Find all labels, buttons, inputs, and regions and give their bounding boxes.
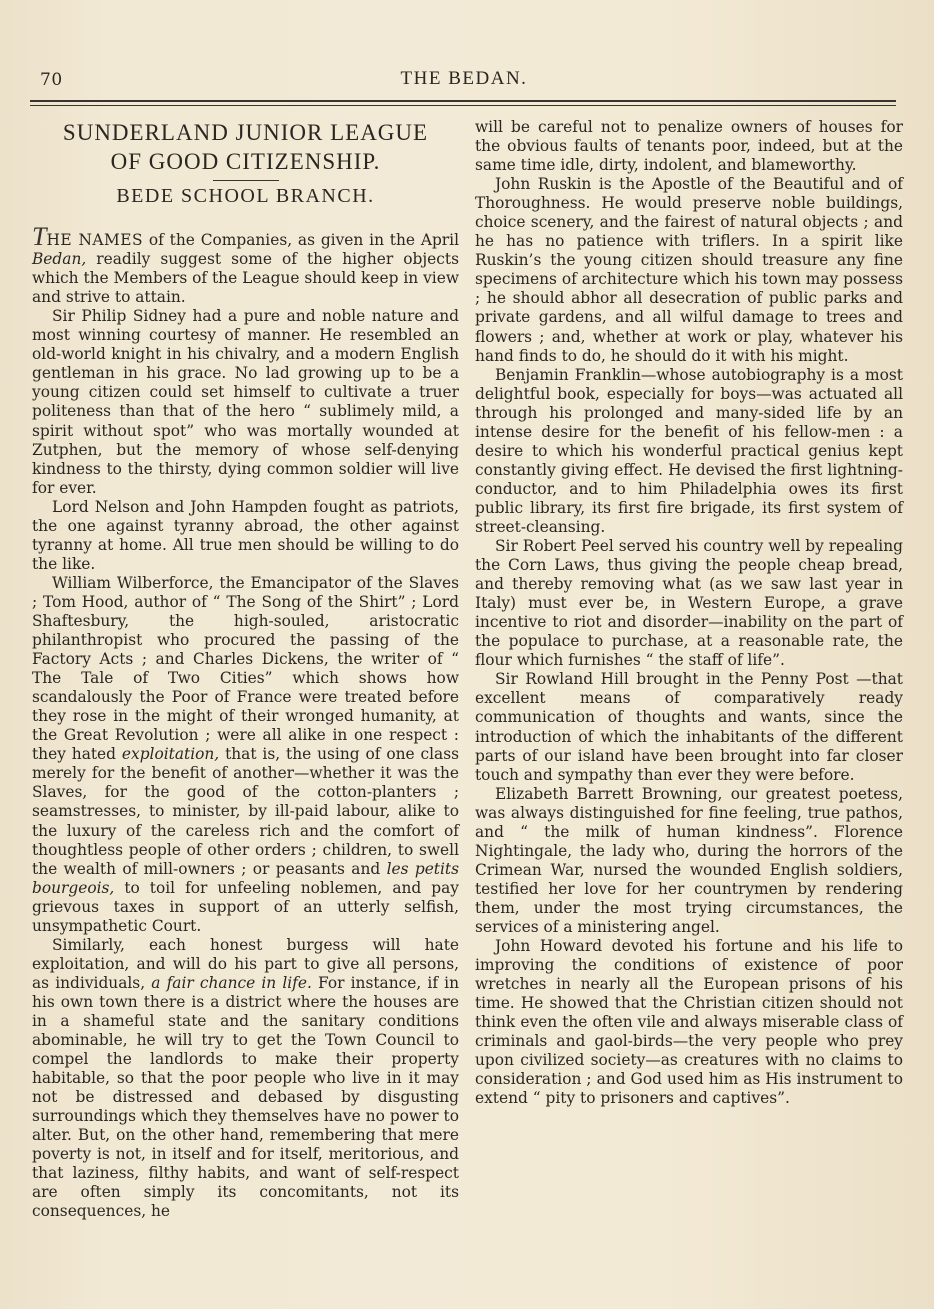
left-column (32, 118, 459, 1221)
similarly-italic: a fair chance in life. (151, 973, 312, 992)
paragraph-peel: Sir Robert Peel served his country well by repealing the Corn Laws, thus giving the people cheap bread, and thereby removing what (as we saw last year in Italy) must ever be, in Western Europe, a grave incentive to riot and disorder—inability on the part of the populace to purchase, at a reasonable rate, the flour which furnishes “ the staff of life”. (475, 537, 903, 670)
paragraph-franklin: Benjamin Franklin—whose autobiography is a most delightful book, especially for boys—was actuated all through his prolonged and many-sided life by an intense desire for the benefit of his fellow-men : a desire to which his wonderful practical genius kept constantly giving effect. He devised the first lightning-conductor, and to him Philadelphia owes its first public library, its first fire brigade, its first system of street-cleansing. (475, 365, 903, 536)
paragraph-similarly (32, 936, 459, 1222)
intro-smallcaps: HE NAMES (46, 231, 144, 250)
header-rule (30, 100, 896, 106)
intro-text-a: of the Companies, as given in the April (143, 231, 459, 250)
wilberforce-italic-b: les petits bourgeois, (32, 859, 459, 897)
title-line-2: OF GOOD CITIZENSHIP. (110, 149, 381, 174)
title-line-1: SUNDERLAND JUNIOR LEAGUE (62, 120, 429, 145)
wilberforce-text-c: to toil for unfeeling noblemen, and pay grievous taxes in support of an utterly selfish, unsympathetic Court. (32, 878, 459, 935)
intro-italic: Bedan, (32, 250, 87, 269)
wilberforce-text-b: that is, the using of one class merely for the benefit of another—whether it was the Slaves, for the good of the cotton-planters ; seamstresses, to minister, by ill-paid labour, alike to the luxury of the careless rich and the comfort of thoughtless people of other orders ; children, to swell the wealth of mill-owners ; or peasants and (32, 745, 459, 878)
similarly-text-b: For instance, if in his own town there is a district where the houses are in a shameful state and the sanitary conditions abominable, he will try to get the Town Council to compel the landlords to make their property habitable, so that the poor people who live in it may not be distressed and debased by disgusting surroundings which they themselves have no power to alter. But, on the other hand, remembering that mere poverty is not, in itself and for itself, meritorious, and that laziness, filthy habits, and want of self-respect are often simply its concomitants, not its consequences, he (32, 973, 460, 1221)
article-title (32, 118, 459, 176)
paragraph-ruskin: John Ruskin is the Apostle of the Beautiful and of Thoroughness. He would preserve noble buildings, choice scenery, and the fairest of natural objects ; and he has no patience with triflers. In a spirit like Ruskin’s the young citizen should treasure any fine specimens of architecture which his town may possess ; he should abhor all desecration of public parks and private gardens, and all wilful damage to trees and flowers ; and, whether at work or play, whatever his hand finds to do, he should do it with his might. (475, 175, 903, 365)
paragraph-browning: Elizabeth Barrett Browning, our greatest poetess, was always distinguished for fine feeling, true pathos, and “ the milk of human kindness”. Florence Nightingale, the lady who, during the horrors of the Crimean War, nursed the wounded English soldiers, testified her love for her countrymen by rendering them, under the most trying circumstances, the services of a ministering angel. (475, 784, 903, 936)
title-divider (213, 180, 279, 181)
paragraph-similarly-continued: will be careful not to penalize owners of houses for the obvious faults of tenants poor, indeed, but at the same time idle, dirty, indolent, and blameworthy. (475, 118, 903, 175)
running-head (30, 68, 898, 94)
wilberforce-italic-a: exploitation, (121, 745, 220, 764)
wilberforce-text-a: William Wilberforce, the Emancipator of the Slaves ; Tom Hood, author of “ The Song of the Shirt” ; Lord Shaftesbury, the high-souled, aristocratic philanthropist who procured the passing of the Factory Acts ; and Charles Dickens, the writer of “ The Tale of Two Cities” which shows how scandalously the Poor of France were treated before they rose in the might of their wronged humanity, at the Great Revolution ; were all alike in one respect : they hated (32, 573, 459, 764)
similarly-text-a: Similarly, each honest burgess will hate exploitation, and will do his part to give all persons, as individuals, (32, 935, 459, 992)
intro-text-b: readily suggest some of the higher objects which the Members of the League should keep in view and strive to attain. (32, 250, 459, 307)
paragraph-howard: John Howard devoted his fortune and his life to improving the conditions of existence of poor wretches in nearly all the European prisons of his time. He showed that the Christian citizen should not think even the often vile and always miserable class of criminals and gaol-birds—the very people who prey upon civilized society—as creatures with no claims to consideration ; and God used him as His instrument to extend “ pity to prisoners and captives”. (475, 937, 903, 1108)
paragraph-wilberforce (32, 574, 459, 936)
paragraph-intro (32, 222, 459, 307)
article-subtitle: BEDE SCHOOL BRANCH. (116, 185, 375, 207)
drop-cap: T (32, 222, 47, 252)
paragraph-sidney: Sir Philip Sidney had a pure and noble nature and most winning courtesy of manner. He resembled an old-world knight in his chivalry, and a modern English gentleman in his grace. No lad growing up to be a young citizen could set himself to cultivate a truer politeness than that of the hero “ sublimely mild, a spirit without spot” who was mortally wounded at Zutphen, but the memory of whose self-denying kindness to the thirsty, dying common soldier will live for ever. (32, 307, 459, 497)
journal-title: THE BEDAN. (400, 68, 528, 89)
page-number: 70 (40, 70, 63, 90)
paragraph-hill: Sir Rowland Hill brought in the Penny Post —that excellent means of comparatively ready communication of thoughts and wants, since the introduction of which the inhabitants of the different parts of our island have been brought into far closer touch and sympathy than ever they were before. (475, 670, 903, 784)
paragraph-nelson: Lord Nelson and John Hampden fought as patriots, the one against tyranny abroad, the other against tyranny at home. All true men should be willing to do the like. (32, 497, 459, 573)
right-column (475, 118, 903, 1108)
